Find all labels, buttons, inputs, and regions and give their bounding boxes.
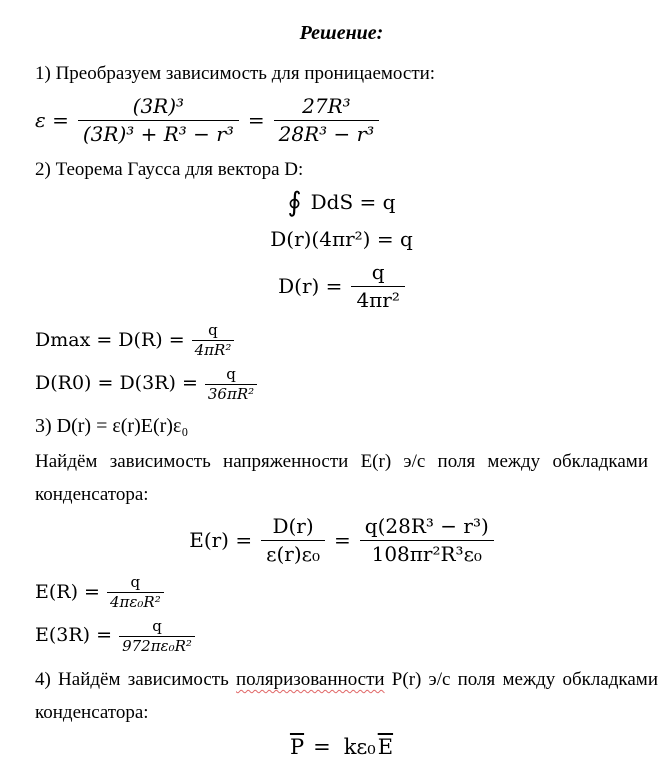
step1-heading: 1) Преобразуем зависимость для проницаемости:	[35, 63, 436, 84]
equals-sign: =	[313, 735, 331, 759]
fraction-denominator: 4πr²	[351, 286, 404, 312]
polarization-formula	[35, 735, 648, 759]
field-strength-fraction-2	[360, 515, 494, 566]
fraction-numerator: 27R³	[302, 94, 351, 118]
step4-paragraph-end: P(r) э/с поля между обкладками конденсатора:	[35, 669, 658, 723]
fraction-denominator: (3R)³ + R³ − r³	[78, 120, 239, 146]
dr0-lhs: D(R0) = D(3R) =	[35, 372, 198, 395]
dmax-fraction	[192, 322, 235, 360]
fraction-denominator: 972πε₀R²	[119, 636, 195, 655]
displacement-lhs: D(r) =	[278, 274, 343, 298]
fraction-denominator: 108πr²R³ε₀	[360, 540, 494, 566]
polarization-vector-symbol: $\overline{P}$	[289, 735, 305, 759]
er-fraction	[107, 574, 164, 612]
displacement-fraction	[351, 261, 404, 312]
gauss-sphere-equation	[35, 228, 648, 251]
polarization-coefficient: kε₀	[343, 735, 376, 759]
epsilon-formula	[35, 95, 648, 146]
fraction-numerator: D(r)	[272, 514, 314, 538]
e3r-equation	[35, 618, 648, 656]
field-strength-lhs: E(r) =	[189, 528, 253, 552]
step3-heading: 3) D(r) = ε(r)E(r)ε₀	[35, 415, 189, 437]
equals-sign: =	[247, 108, 265, 132]
equals-sign: =	[334, 528, 351, 552]
epsilon-formula-fraction-2	[274, 95, 380, 146]
gauss-integral-equation	[35, 189, 648, 216]
dr0-equation	[35, 366, 648, 404]
displacement-equation	[35, 261, 648, 312]
epsilon-formula-fraction-1	[78, 95, 239, 146]
fraction-denominator: ε(r)ε₀	[261, 540, 325, 566]
dr0-fraction	[205, 366, 257, 404]
fraction-numerator: q	[226, 364, 236, 383]
fraction-numerator: q	[371, 260, 385, 284]
fraction-denominator: 36πR²	[205, 384, 257, 403]
solution-title: Решение:	[299, 22, 384, 44]
field-strength-formula	[35, 515, 648, 566]
field-strength-fraction-1	[261, 515, 325, 566]
fraction-numerator: (3R)³	[132, 94, 185, 118]
step4-paragraph	[35, 663, 658, 729]
er-equation	[35, 574, 648, 612]
gauss-integral-body: DdS = q	[310, 190, 396, 214]
field-vector-symbol: $\overline{E}$	[377, 735, 394, 759]
fraction-numerator: q	[208, 321, 218, 339]
e3r-lhs: E(3R) =	[35, 624, 113, 647]
dmax-lhs: Dmax = D(R) =	[35, 328, 185, 351]
fraction-denominator: 4πε₀R²	[107, 592, 164, 611]
e3r-fraction	[119, 618, 195, 656]
step4-paragraph-start: 4) Найдём зависимость	[35, 669, 229, 690]
fraction-numerator: q(28R³ − r³)	[364, 514, 489, 538]
fraction-denominator: 4πR²	[192, 340, 235, 359]
fraction-numerator: q	[152, 616, 162, 635]
step2-heading: 2) Теорема Гаусса для вектора D:	[35, 159, 304, 180]
dmax-equation	[35, 322, 648, 360]
contour-integral-symbol: ∮	[287, 187, 302, 218]
misspelled-word: поляризованности	[236, 669, 385, 690]
fraction-numerator: q	[130, 573, 141, 591]
gauss-sphere-body: D(r)(4πr²) = q	[270, 227, 413, 251]
step3-paragraph: Найдём зависимость напряженности E(r) э/с поля между обкладками конденсатора:	[35, 451, 648, 505]
epsilon-formula-lhs: ε =	[35, 108, 69, 132]
er-lhs: E(R) =	[35, 580, 100, 603]
fraction-denominator: 28R³ − r³	[274, 120, 380, 146]
